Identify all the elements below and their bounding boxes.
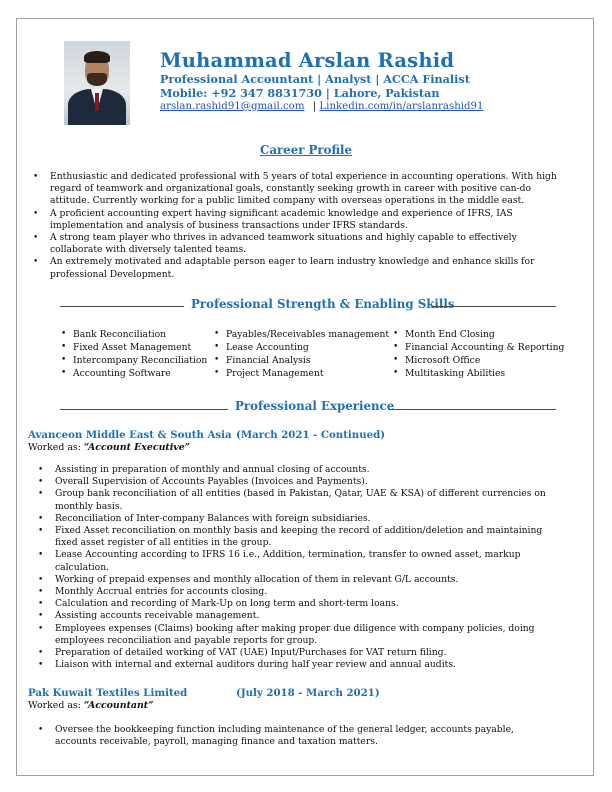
job-period: (March 2021 - Continued) bbox=[236, 429, 386, 441]
job-duties-list bbox=[33, 724, 553, 748]
skill-item: • Project Management bbox=[212, 367, 389, 380]
contact-line: Mobile: +92 347 8831730 | Lahore, Pakistan bbox=[160, 86, 440, 100]
list-item: • Liaison with internal and external auditors during half year review and annual audits. bbox=[33, 659, 553, 671]
career-profile-list bbox=[28, 171, 566, 281]
list-item: • Enthusiastic and dedicated professional with 5 years of total experience in accounting operations. With high regard of teamwork and organizational goals, constantly seeking growth in career with positive can-do attitude. Currently working for a public limited company with overseas operations in the middle east. bbox=[28, 171, 566, 208]
list-item: • Calculation and recording of Mark-Up on long term and short-term loans. bbox=[33, 598, 553, 610]
skill-item: • Financial Accounting & Reporting bbox=[391, 341, 564, 354]
job-role: “Accountant” bbox=[83, 700, 154, 711]
section-rule-right bbox=[388, 409, 556, 410]
career-profile-heading: Career Profile bbox=[259, 143, 353, 157]
section-rule-left bbox=[60, 409, 228, 410]
job-company: Pak Kuwait Textiles Limited bbox=[28, 687, 188, 699]
skill-item: • Intercompany Reconciliation bbox=[59, 354, 207, 367]
list-item: • A strong team player who thrives in advanced teamwork situations and highly capable to effectively collaborate with diversely talented teams. bbox=[28, 232, 566, 256]
list-item: • An extremely motivated and adaptable person eager to learn industry knowledge and enhance skills for professional Development. bbox=[28, 256, 566, 280]
skills-heading: Professional Strength & Enabling Skills bbox=[191, 297, 455, 311]
skills-column-2 bbox=[212, 328, 389, 380]
skills-column-3 bbox=[391, 328, 564, 380]
skill-item: • Multitasking Abilities bbox=[391, 367, 564, 380]
list-item: • Group bank reconciliation of all entities (based in Pakistan, Qatar, UAE & KSA) of different currencies on monthly basis. bbox=[33, 488, 553, 512]
links-line bbox=[160, 101, 484, 112]
job-period: (July 2018 - March 2021) bbox=[236, 687, 380, 699]
skill-item: • Financial Analysis bbox=[212, 354, 389, 367]
linkedin-link[interactable]: Linkedin.com/in/arslanrashid91 bbox=[319, 101, 484, 112]
list-item: • Monthly Accrual entries for accounts closing. bbox=[33, 586, 553, 598]
skill-item: • Lease Accounting bbox=[212, 341, 389, 354]
job-role-line: Worked as: “Account Executive” bbox=[28, 442, 191, 453]
skill-item: • Accounting Software bbox=[59, 367, 207, 380]
skills-column-1 bbox=[59, 328, 207, 380]
list-item: • Assisting in preparation of monthly and annual closing of accounts. bbox=[33, 464, 553, 476]
title-line: Professional Accountant | Analyst | ACCA Finalist bbox=[160, 72, 470, 86]
list-item: • Oversee the bookkeeping function including maintenance of the general ledger, accounts payable, accounts receivable, payroll, managing finance and taxation matters. bbox=[33, 724, 553, 748]
list-item: • Reconciliation of Inter-company Balances with foreign subsidiaries. bbox=[33, 513, 553, 525]
list-item: • Assisting accounts receivable management. bbox=[33, 610, 553, 622]
list-item: • Employees expenses (Claims) booking after making proper due diligence with company policies, doing employees reconciliation and payable reports for group. bbox=[33, 623, 553, 647]
skill-item: • Fixed Asset Management bbox=[59, 341, 207, 354]
section-rule-right bbox=[432, 306, 556, 307]
section-rule-left bbox=[60, 306, 184, 307]
list-item: • A proficient accounting expert having significant academic knowledge and experience of IFRS, IAS implementation and analysis of business transactions under IFRS standards. bbox=[28, 208, 566, 232]
links-separator: | bbox=[312, 101, 317, 112]
list-item: • Lease Accounting according to IFRS 16 i.e., Addition, termination, transfer to owned asset, markup calculation. bbox=[33, 549, 553, 573]
profile-photo bbox=[64, 41, 130, 125]
list-item: • Preparation of detailed working of VAT (UAE) Input/Purchases for VAT return filing. bbox=[33, 647, 553, 659]
job-role: “Account Executive” bbox=[83, 442, 191, 453]
skill-item: • Bank Reconciliation bbox=[59, 328, 207, 341]
list-item: • Fixed Asset reconciliation on monthly basis and keeping the record of addition/deletion and maintaining fixed asset register of all entities in the group. bbox=[33, 525, 553, 549]
skill-item: • Payables/Receivables management bbox=[212, 328, 389, 341]
skill-item: • Microsoft Office bbox=[391, 354, 564, 367]
job-duties-list bbox=[33, 464, 553, 671]
list-item: • Working of prepaid expenses and monthly allocation of them in relevant G/L accounts. bbox=[33, 574, 553, 586]
job-role-line: Worked as: “Accountant” bbox=[28, 700, 154, 711]
list-item: • Overall Supervision of Accounts Payables (Invoices and Payments). bbox=[33, 476, 553, 488]
job-company: Avanceon Middle East & South Asia bbox=[28, 429, 232, 441]
skill-item: • Month End Closing bbox=[391, 328, 564, 341]
experience-heading: Professional Experience bbox=[235, 399, 395, 413]
candidate-name: Muhammad Arslan Rashid bbox=[160, 49, 455, 72]
email-link[interactable]: arslan.rashid91@gmail.com bbox=[160, 101, 305, 112]
